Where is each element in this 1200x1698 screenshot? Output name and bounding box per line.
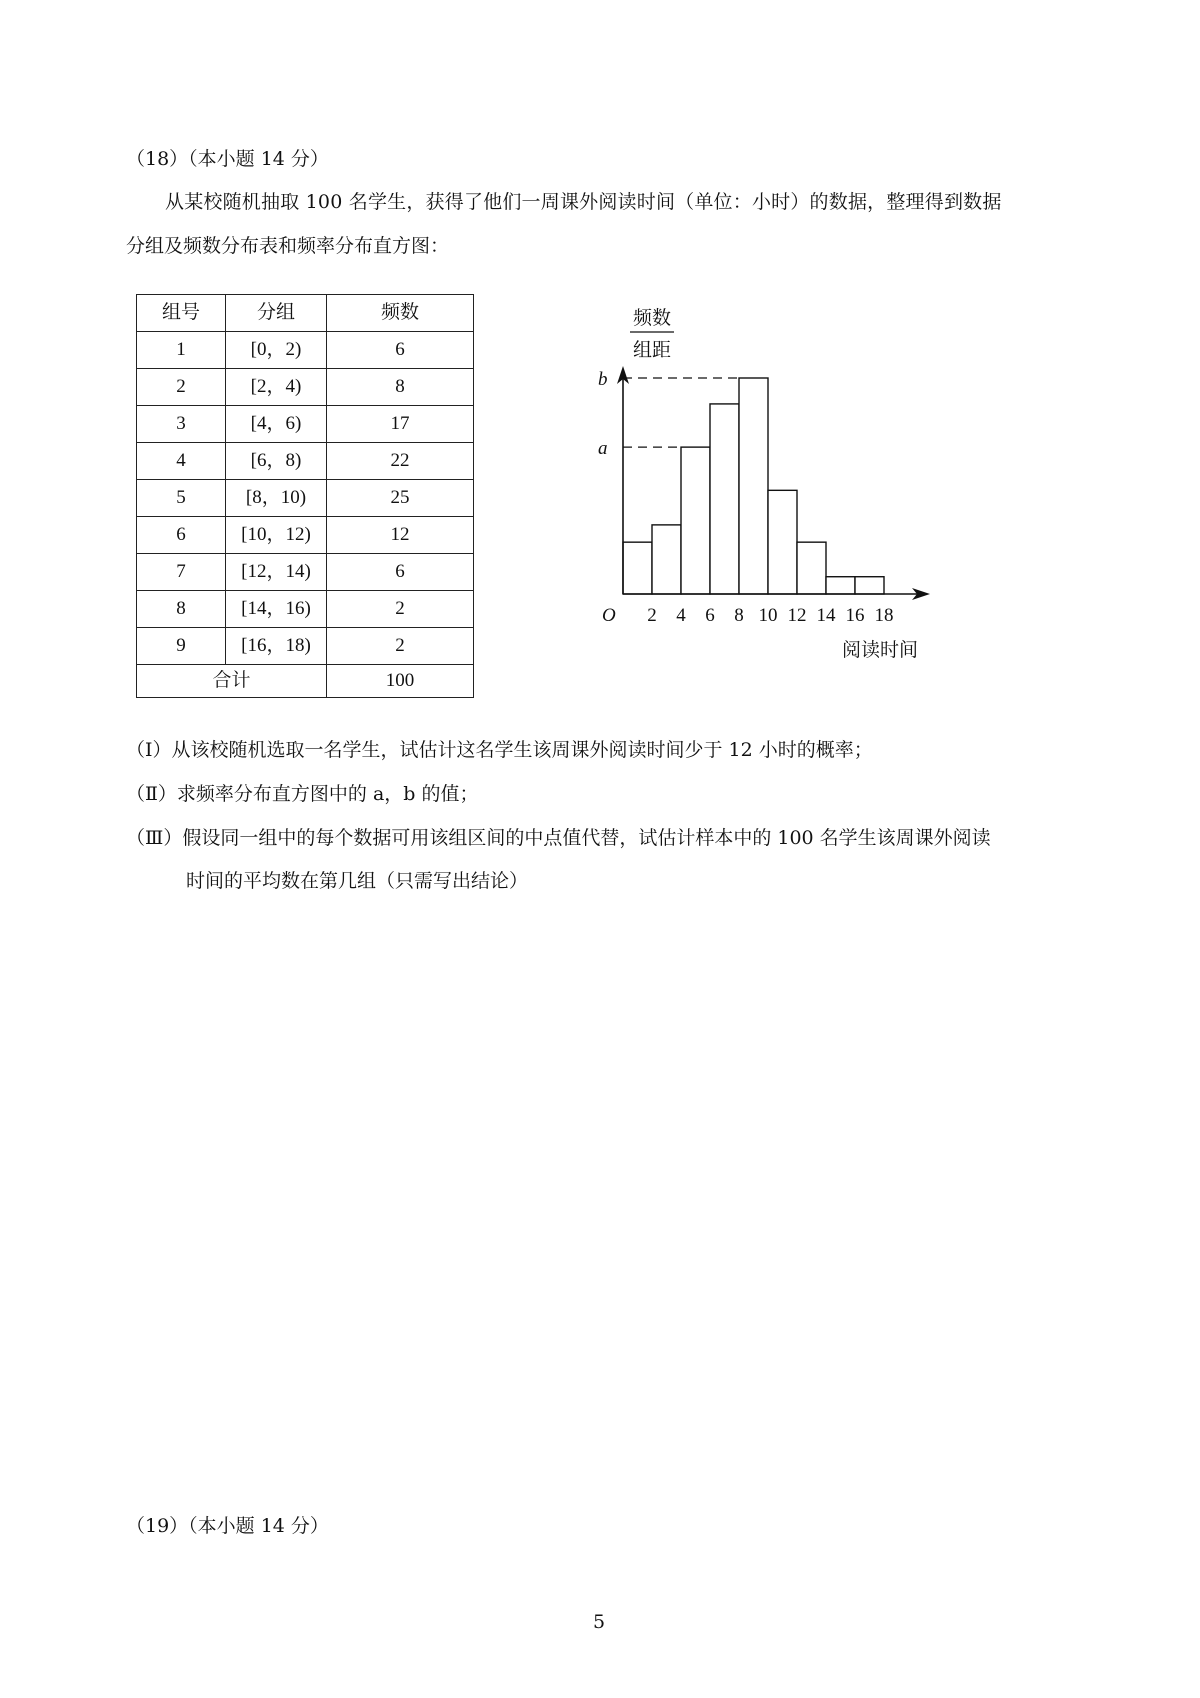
histogram-bar [855,577,884,594]
y-label-denominator: 组距 [632,340,672,361]
x-tick-label: 10 [758,605,778,626]
table-row [137,332,474,369]
cell-group: 7 [137,554,226,591]
question-3-line2: 时间的平均数在第几组（只需写出结论） [186,870,529,892]
x-tick-label: 2 [647,605,657,626]
y-mark-label: b [598,369,608,390]
histogram-bar [681,447,710,594]
table-header-row [137,295,474,332]
cell-interval: [6，8) [226,443,327,480]
cell-group: 9 [137,628,226,665]
histogram-bar [652,525,681,594]
table-row [137,517,474,554]
cell-interval: [0，2) [226,332,327,369]
table-row [137,406,474,443]
cell-interval: [14，16) [226,591,327,628]
x-tick-label: 14 [816,605,836,626]
cell-interval: [10，12) [226,517,327,554]
cell-count: 25 [327,480,474,517]
cell-group: 2 [137,369,226,406]
cell-count: 22 [327,443,474,480]
cell-group: 8 [137,591,226,628]
histogram-bar [768,490,797,594]
histogram-bar [710,404,739,594]
table-row [137,480,474,517]
y-mark-label: a [598,438,608,460]
table-total-row [137,665,474,698]
cell-count: 2 [327,591,474,628]
cell-group: 4 [137,443,226,480]
cell-interval: [8，10) [226,480,327,517]
header-interval: 分组 [226,295,327,332]
cell-interval: [4，6) [226,406,327,443]
cell-count: 8 [327,369,474,406]
cell-interval: [12，14) [226,554,327,591]
question-2: （Ⅱ）求频率分布直方图中的 a，b 的值； [126,783,479,805]
histogram-bar [739,378,768,594]
cell-count: 6 [327,554,474,591]
cell-count: 6 [327,332,474,369]
cell-group: 3 [137,406,226,443]
cell-group: 6 [137,517,226,554]
x-axis-label: 阅读时间 [841,640,919,661]
q18-intro-line1: 从某校随机抽取 100 名学生，获得了他们一周课外阅读时间（单位：小时）的数据，整理得到数据 [165,191,1002,213]
cell-count: 12 [327,517,474,554]
x-tick-label: 6 [705,605,715,626]
table-row [137,591,474,628]
total-value: 100 [327,665,474,698]
x-tick-label: 16 [845,605,865,626]
histogram-bar [826,577,855,594]
origin-label: O [602,605,616,626]
histogram-bar [797,542,826,594]
cell-interval: [2，4) [226,369,327,406]
table-row [137,628,474,665]
x-tick-label: 8 [734,605,744,626]
x-tick-label: 18 [874,605,894,626]
table-row [137,443,474,480]
header-group: 组号 [137,295,226,332]
total-label: 合计 [137,665,327,698]
q19-heading: （19）（本小题 14 分） [126,1515,329,1537]
q18-heading: （18）（本小题 14 分） [126,148,329,170]
cell-count: 2 [327,628,474,665]
page-number: 5 [593,1611,606,1633]
cell-group: 1 [137,332,226,369]
q18-intro-line2: 分组及频数分布表和频率分布直方图： [126,235,450,257]
question-1: （Ⅰ）从该校随机选取一名学生，试估计这名学生该周课外阅读时间少于 12 小时的概率； [126,739,873,761]
cell-group: 5 [137,480,226,517]
x-tick-label: 4 [676,605,686,626]
cell-interval: [16，18) [226,628,327,665]
table-row [137,369,474,406]
frequency-table [136,294,474,698]
table-row [137,554,474,591]
frequency-histogram [590,296,950,676]
x-tick-label: 12 [787,605,807,626]
header-count: 频数 [327,295,474,332]
cell-count: 17 [327,406,474,443]
y-label-numerator: 频数 [632,308,672,329]
histogram-bar [623,542,652,594]
question-3-line1: （Ⅲ）假设同一组中的每个数据可用该组区间的中点值代替，试估计样本中的 100 名学生该周课外阅读 [126,827,991,849]
plot-area [598,366,930,626]
